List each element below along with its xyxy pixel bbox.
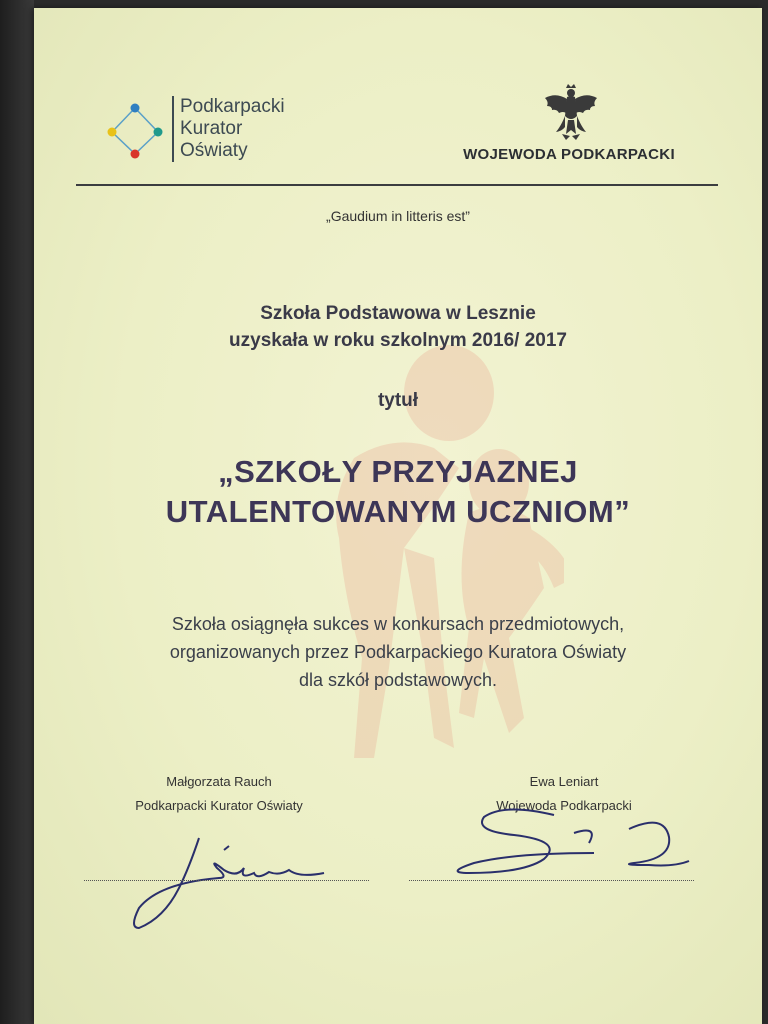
signatory-right-role: Wojewoda Podkarpacki — [496, 798, 632, 813]
title-line-1: „SZKOŁY PRZYJAZNEJ — [218, 454, 578, 489]
logo-line-1: Podkarpacki — [180, 96, 285, 117]
desk-background — [0, 0, 34, 1024]
certificate-paper — [34, 8, 762, 1024]
body-line-1: Szkoła osiągnęła sukces w konkursach przedmiotowych, — [171, 614, 625, 634]
signatory-left-role: Podkarpacki Kurator Oświaty — [135, 798, 303, 813]
certificate-title — [34, 452, 762, 532]
body-line-2: organizowanych przez Podkarpackiego Kuratora Oświaty — [169, 642, 627, 662]
signature-line-right — [409, 880, 694, 881]
kurator-logo-icon — [104, 98, 166, 168]
logo-line-2: Kurator — [180, 118, 243, 139]
signature-line-left — [84, 880, 369, 881]
kurator-logo-text — [172, 96, 285, 162]
school-line-2: uzyskała w roku szkolnym 2016/ 2017 — [229, 330, 567, 351]
authority-name: WOJEWODA PODKARPACKI — [463, 146, 675, 163]
signature-left — [129, 828, 329, 938]
signatory-right-name: Ewa Leniart — [529, 774, 599, 789]
certificate-body — [34, 610, 762, 694]
signatory-left — [104, 770, 334, 818]
school-statement — [34, 300, 762, 354]
polish-eagle-emblem-icon — [542, 82, 600, 144]
school-line-1: Szkoła Podstawowa w Lesznie — [260, 303, 536, 324]
header-divider — [76, 184, 718, 186]
logo-line-3: Oświaty — [180, 140, 248, 161]
motto: „Gaudium in litteris est” — [326, 208, 470, 224]
title-line-2: UTALENTOWANYM UCZNIOM” — [165, 494, 631, 529]
body-line-3: dla szkół podstawowych. — [298, 670, 498, 690]
title-label: tytuł — [377, 390, 419, 411]
signatory-left-name: Małgorzata Rauch — [166, 774, 272, 789]
